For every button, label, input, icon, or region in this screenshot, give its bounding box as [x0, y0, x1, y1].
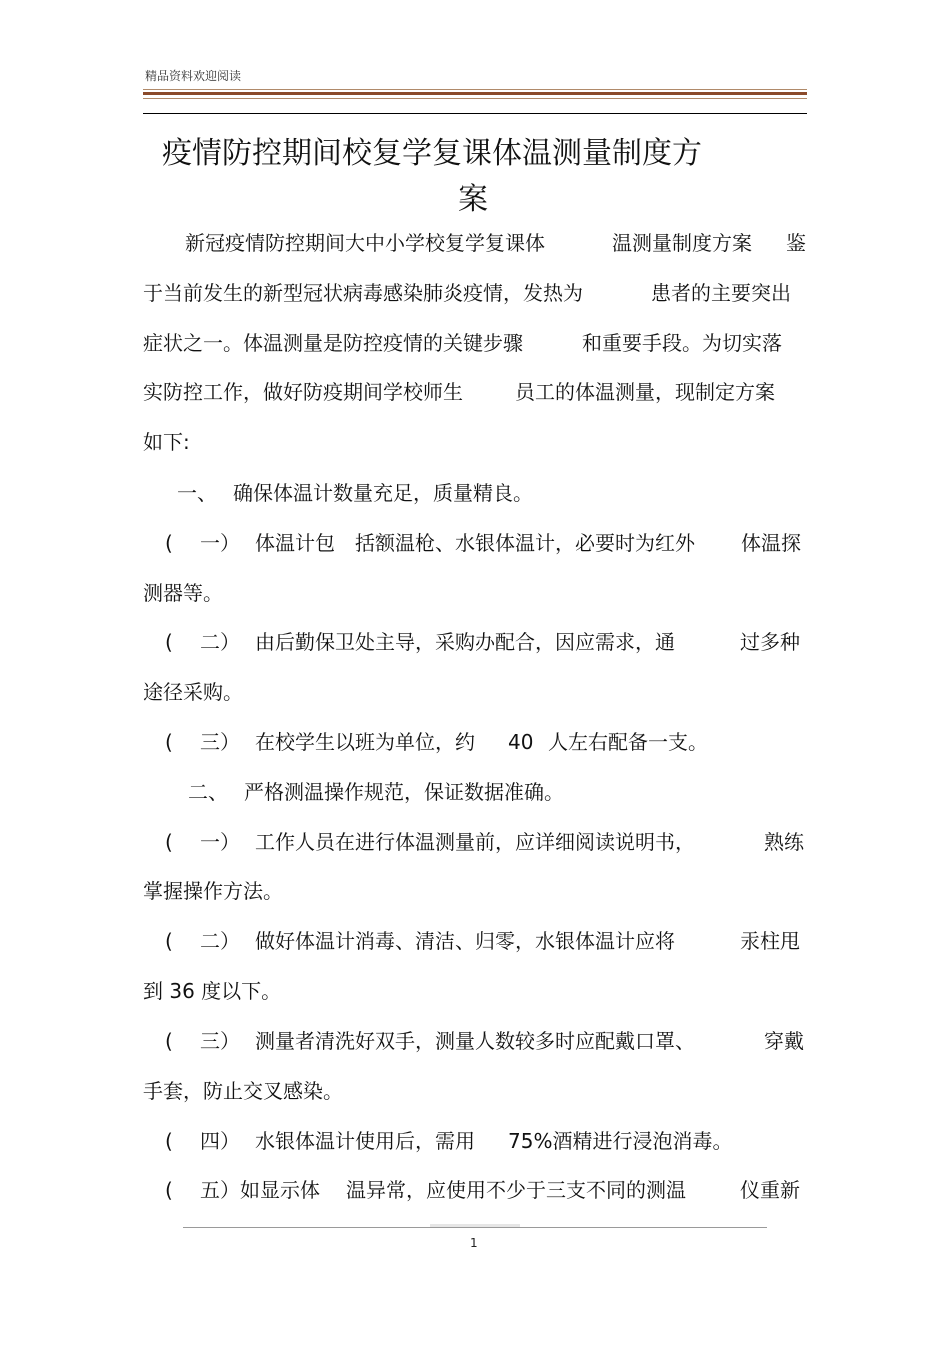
header-rule-bottom: [143, 98, 807, 99]
text-segment: 掌握操作方法。: [143, 879, 283, 903]
text-segment: 手套，防止交叉感染。: [143, 1079, 343, 1103]
text-segment: 括额温枪、水银体温计，必要时为红外: [355, 531, 695, 555]
item-number: 一）: [200, 830, 240, 854]
text-segment: 测量者清洗好双手，测量人数较多时应配戴口罩、: [255, 1029, 695, 1053]
text-segment: 鉴: [786, 231, 806, 255]
text-segment: 体温探: [741, 531, 801, 555]
text-segment: 做好体温计消毒、清洁、归零，水银体温计应将: [255, 929, 675, 953]
text-segment: 新冠疫情防控期间大中小学校复学复课体: [185, 231, 545, 255]
text-segment: 途径采购。: [143, 680, 243, 704]
text-segment: 体温计包: [255, 531, 335, 555]
text-segment: (: [165, 929, 173, 953]
text-segment: (: [165, 531, 173, 555]
text-segment: 患者的主要突出: [651, 281, 791, 305]
text-segment: (: [165, 630, 173, 654]
text-segment: 测器等。: [143, 581, 223, 605]
text-segment: 于当前发生的新型冠状病毒感染肺炎疫情，发热为: [143, 281, 583, 305]
running-header: 精品资料欢迎阅读: [145, 69, 242, 83]
page-number: 1: [470, 1236, 478, 1250]
footer-rule: [183, 1227, 767, 1228]
item-number: 四）: [200, 1129, 240, 1153]
text-segment: 75%酒精进行浸泡消毒。: [508, 1129, 733, 1153]
text-segment: 仪重新: [740, 1178, 800, 1202]
text-segment: (: [165, 1129, 173, 1153]
text-segment: 在校学生以班为单位，约: [255, 730, 475, 754]
text-segment: 汞柱甩: [740, 929, 800, 953]
item-number: 二）: [200, 630, 240, 654]
text-segment: 到 36 度以下。: [143, 979, 282, 1003]
document-title-line2: 案: [458, 182, 488, 217]
text-segment: 症状之一。体温测量是防控疫情的关键步骤: [143, 331, 523, 355]
section-number: 一、: [177, 481, 217, 505]
text-segment: 穿戴: [764, 1029, 804, 1053]
text-segment: 温测量制度方案: [612, 231, 752, 255]
text-segment: 熟练: [764, 830, 804, 854]
text-segment: (: [165, 1029, 173, 1053]
item-number: 二）: [200, 929, 240, 953]
header-rule-top: [143, 89, 807, 90]
item-number: 五）如显示体: [200, 1178, 320, 1202]
text-segment: 员工的体温测量，现制定方案: [515, 380, 775, 404]
text-segment: (: [165, 730, 173, 754]
text-segment: (: [165, 830, 173, 854]
item-number: 一）: [200, 531, 240, 555]
section-heading: 确保体温计数量充足，质量精良。: [233, 481, 533, 505]
text-segment: 人左右配备一支。: [548, 730, 708, 754]
item-number: 三）: [200, 730, 240, 754]
header-rule-black: [143, 113, 807, 114]
item-number: 三）: [200, 1029, 240, 1053]
text-segment: 过多种: [740, 630, 800, 654]
document-title-line1: 疫情防控期间校复学复课体温测量制度方: [162, 136, 702, 171]
text-segment: 40: [508, 730, 534, 754]
text-segment: 工作人员在进行体温测量前，应详细阅读说明书，: [255, 830, 695, 854]
section-number: 二、: [188, 780, 228, 804]
text-segment: 由后勤保卫处主导，采购办配合，因应需求，通: [255, 630, 675, 654]
text-segment: 水银体温计使用后，需用: [255, 1129, 475, 1153]
text-segment: 实防控工作，做好防疫期间学校师生: [143, 380, 463, 404]
text-segment: (: [165, 1178, 173, 1202]
section-heading: 严格测温操作规范，保证数据准确。: [244, 780, 564, 804]
text-segment: 如下:: [143, 430, 190, 454]
header-rule-thick: [143, 92, 807, 95]
text-segment: 和重要手段。为切实落: [582, 331, 782, 355]
text-segment: 温异常，应使用不少于三支不同的测温: [346, 1178, 686, 1202]
